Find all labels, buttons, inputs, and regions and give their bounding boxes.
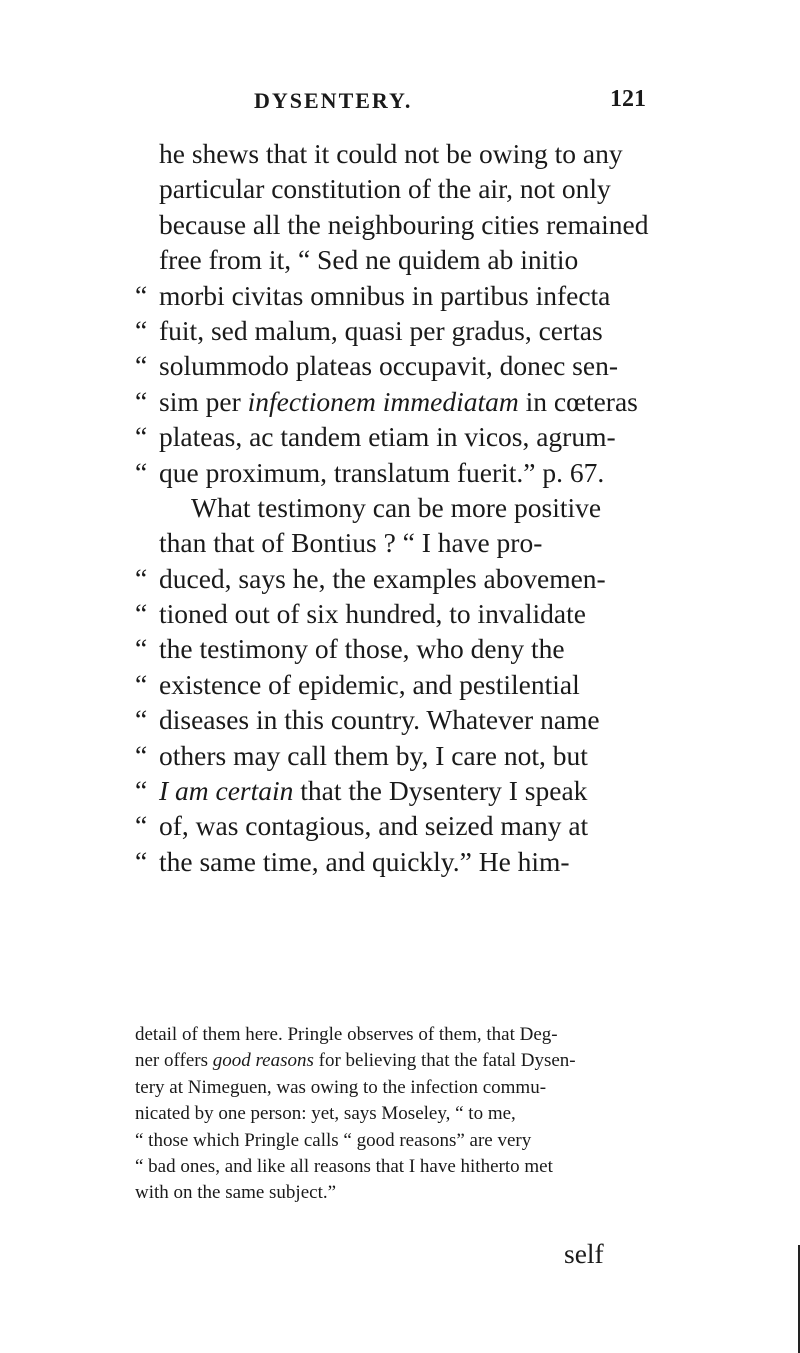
text-segment: morbi civitas omnibus in partibus infecta	[159, 279, 611, 311]
text-segment: fuit, sed malum, quasi per gradus, certas	[159, 314, 603, 346]
text-segment: tioned out of six hundred, to invalidate	[159, 598, 586, 630]
italic-text: I am certain	[159, 775, 294, 807]
text-segment: duced, says he, the examples abovemen-	[159, 562, 606, 594]
quote-mark: “	[135, 845, 148, 877]
text-segment: than that of Bontius ? “ I have pro-	[159, 527, 543, 559]
footnote-line	[135, 1048, 655, 1074]
text-segment: que proximum, translatum fuerit.” p. 67.	[159, 456, 605, 488]
text-segment: sim per	[159, 385, 248, 417]
quote-mark: “	[135, 456, 148, 488]
quote-mark: “	[135, 421, 148, 453]
text-segment: because all the neighbouring cities remained	[159, 208, 649, 240]
text-line	[135, 490, 655, 525]
quote-mark: “	[135, 810, 148, 842]
quote-mark: “	[135, 704, 148, 736]
text-line	[135, 455, 655, 490]
text-segment: “ bad ones, and like all reasons that I have hitherto met	[135, 1155, 553, 1177]
text-line	[135, 384, 655, 419]
text-segment: the testimony of those, who deny the	[159, 633, 565, 665]
text-segment: particular constitution of the air, not only	[159, 173, 611, 205]
text-segment: detail of them here. Pringle observes of them, that Deg-	[135, 1024, 558, 1045]
quote-mark: “	[135, 668, 148, 700]
footnote-line	[135, 1180, 655, 1206]
text-line	[135, 631, 655, 666]
footnote-line	[135, 1128, 655, 1154]
text-segment: in cœteras	[518, 385, 638, 417]
text-segment: “ those which Pringle calls “ good reasons” are very	[135, 1129, 532, 1151]
footnote-line	[135, 1154, 655, 1180]
text-segment: tery at Nimeguen, was owing to the infection commu-	[135, 1076, 547, 1098]
text-line	[135, 242, 655, 277]
text-segment: solummodo plateas occupavit, donec sen-	[159, 350, 618, 382]
quote-mark: “	[135, 350, 148, 382]
catchword: self	[564, 1238, 604, 1269]
text-line	[135, 844, 655, 879]
footnote-line	[135, 1075, 655, 1101]
text-segment: the same time, and quickly.” He him-	[159, 845, 570, 877]
running-title: DYSENTERY.	[254, 88, 413, 113]
quote-mark: “	[135, 739, 148, 771]
text-line	[135, 667, 655, 702]
text-segment: ner offers	[135, 1050, 213, 1072]
quote-mark: “	[135, 385, 148, 417]
footnote	[135, 1022, 655, 1207]
text-segment: of, was contagious, and seized many at	[159, 810, 589, 842]
italic-text: good reasons	[212, 1050, 314, 1072]
text-line	[135, 561, 655, 596]
quote-mark: “	[135, 314, 148, 346]
footnote-line	[135, 1101, 655, 1127]
italic-text: infectionem immediatam	[247, 385, 519, 417]
text-segment: plateas, ac tandem etiam in vicos, agrum-	[159, 421, 616, 453]
text-line	[135, 136, 655, 171]
quote-mark: “	[135, 633, 148, 665]
text-line	[135, 171, 655, 206]
text-line	[135, 525, 655, 560]
text-segment: that the Dysentery I speak	[293, 775, 588, 807]
text-segment: with on the same subject.”	[135, 1182, 337, 1204]
text-line	[135, 419, 655, 454]
quote-mark: “	[135, 562, 148, 594]
main-text	[135, 136, 655, 879]
text-segment: free from it, “ Sed ne quidem ab initio	[159, 244, 579, 276]
text-line	[135, 278, 655, 313]
text-segment: others may call them by, I care not, but	[159, 739, 588, 771]
text-line	[135, 773, 655, 808]
footnote-line	[135, 1022, 655, 1048]
text-segment: for believing that the fatal Dysen-	[313, 1050, 576, 1072]
text-line	[135, 207, 655, 242]
text-line	[135, 702, 655, 737]
running-head	[254, 86, 654, 122]
quote-mark: “	[135, 598, 148, 630]
text-segment: existence of epidemic, and pestilential	[159, 668, 580, 700]
text-segment: nicated by one person: yet, says Moseley, “ to me,	[135, 1103, 516, 1125]
quote-mark: “	[135, 279, 148, 311]
quote-mark: “	[135, 775, 148, 807]
text-segment: What testimony can be more positive	[191, 491, 602, 523]
text-segment: he shews that it could not be owing to any	[159, 138, 623, 169]
text-line	[135, 348, 655, 383]
text-segment: diseases in this country. Whatever name	[159, 704, 600, 736]
page-number: 121	[610, 86, 646, 112]
text-line	[135, 808, 655, 843]
text-line	[135, 738, 655, 773]
text-line	[135, 313, 655, 348]
text-line	[135, 596, 655, 631]
